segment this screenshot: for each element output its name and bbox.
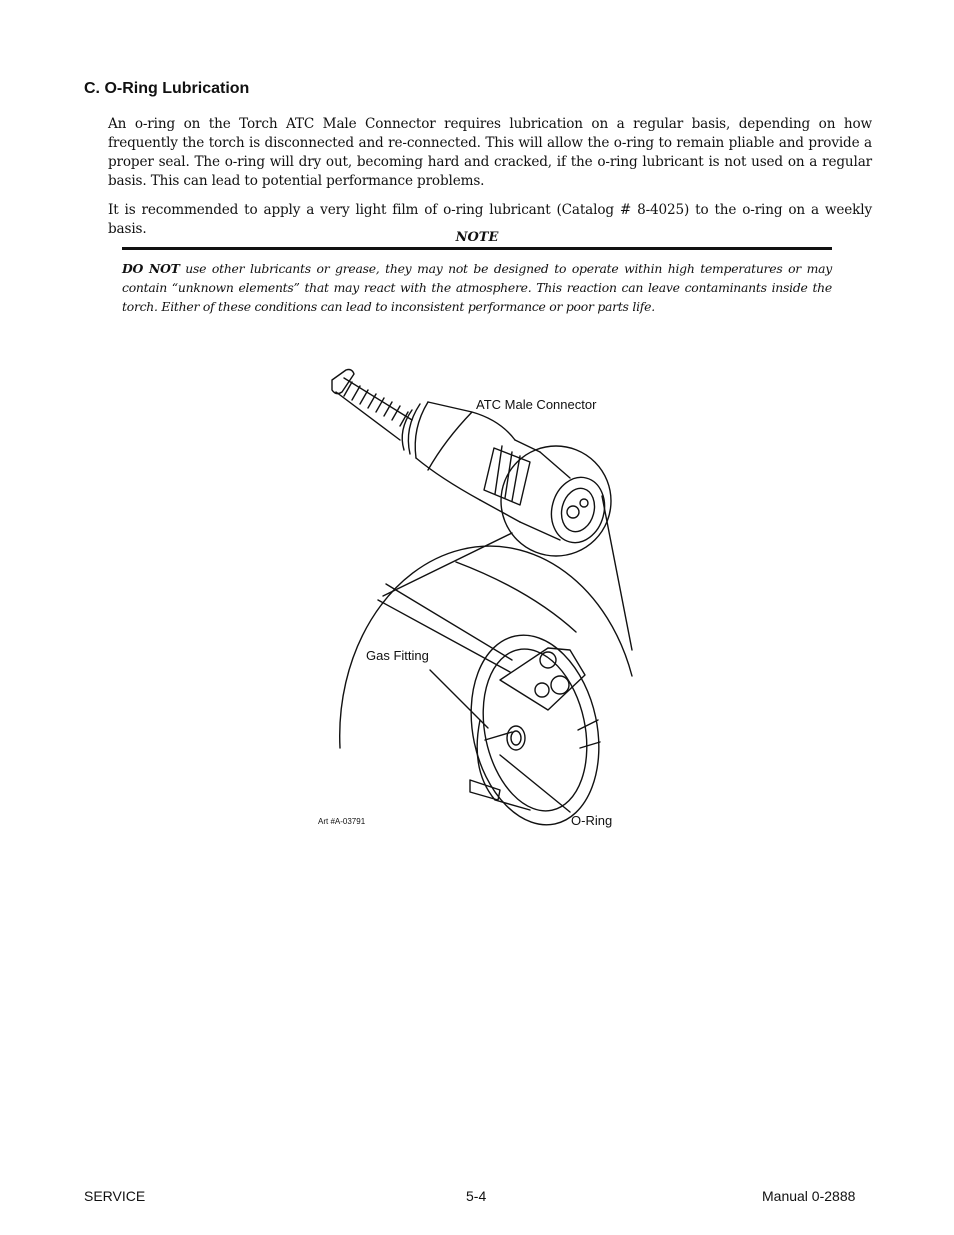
note-title: NOTE <box>455 230 499 245</box>
gas-fitting-label: Gas Fitting <box>366 648 429 663</box>
paragraph-recommendation: It is recommended to apply a very light film of o-ring lubricant (Catalog # 8-4025) to the o-ring on a weekly basis. <box>108 202 872 237</box>
atc-connector-label: ATC Male Connector <box>476 397 597 412</box>
atc-connector-illustration <box>310 360 650 835</box>
connector-tip <box>520 452 612 549</box>
detail-leader-lines <box>383 496 632 650</box>
footer-page-number: 5-4 <box>466 1188 487 1204</box>
note-body <box>122 259 832 316</box>
note-emphasis: DO NOT <box>122 261 180 276</box>
oring-callout-line <box>500 755 570 812</box>
note-divider <box>122 247 832 250</box>
magnified-connector <box>378 562 616 835</box>
art-number-label: Art #A-03791 <box>318 817 366 826</box>
gas-fitting-callout-line <box>430 670 488 728</box>
footer-manual-number: Manual 0-2888 <box>762 1188 856 1204</box>
paragraph-lubrication-intro: An o-ring on the Torch ATC Male Connector requires lubrication on a regular basis, depending on how frequently the torch is disconnected and re-connected. This will allow the o-ring to remain pliable and provide a proper seal. The o-ring will dry out, becoming hard and cracked, if the o-ring lubricant is not used on a regular basis. This can lead to potential performance problems. <box>108 116 872 189</box>
collar-rings <box>402 402 428 458</box>
oring-label: O-Ring <box>571 813 613 828</box>
footer-section-name: SERVICE <box>84 1188 146 1204</box>
section-heading: C. O-Ring Lubrication <box>84 80 250 97</box>
hose-illustration <box>332 370 412 441</box>
note-text: use other lubricants or grease, they may not be designed to operate within high temperatures or may contain “unknown elements” that may react with the atmosphere. This reaction can leave contaminants inside the torch. Either of these conditions can lead to inconsistent performance or poor parts life. <box>122 261 832 314</box>
